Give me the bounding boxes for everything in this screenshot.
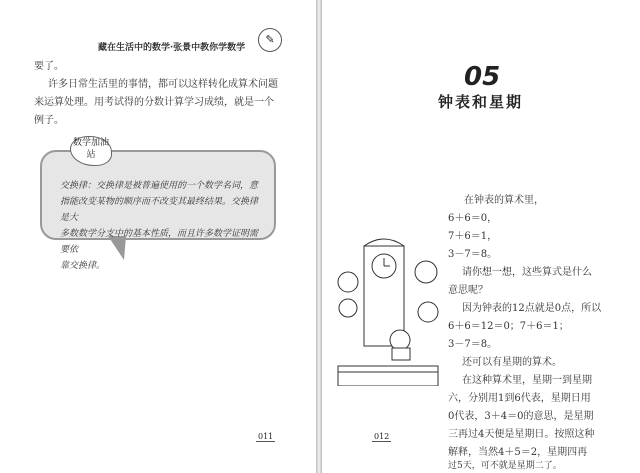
bubble-line: 多数数学分支中的基本性质，而且许多数学证明需要依	[60, 229, 259, 255]
text-line: 例子。	[34, 115, 64, 126]
left-page	[0, 0, 318, 473]
text-line: 7＋6＝1，	[448, 231, 498, 242]
text-line: 在钟表的算术里，	[464, 195, 544, 206]
text-line: 六，分别用1到6代表，星期日用	[448, 393, 591, 404]
text-line: 3－7＝8。	[448, 339, 498, 350]
text-line: 解释，当然4＋5＝2，星期四再	[448, 447, 588, 458]
text-line: 意思呢？	[448, 285, 488, 296]
text-line: 三再过4天便是星期日。按照这种	[448, 429, 595, 440]
bubble-line: 靠交换律。	[60, 261, 106, 271]
text-line: 请你想一想，这些算式是什么	[462, 267, 592, 278]
page-number: 012	[374, 432, 390, 441]
text-line: 过5天，可不就是星期二了。	[448, 461, 562, 471]
text-line: 在这种算术里，星期一到星期	[462, 375, 592, 386]
text-line: 3－7＝8。	[448, 249, 498, 260]
text-line: 许多日常生活里的事情，都可以这样转化成算术问题	[48, 79, 278, 90]
running-header: 藏在生活中的数学·张景中教你学数学	[98, 43, 246, 53]
math-station-badge: 数学加油站	[70, 136, 112, 166]
text-line: 因为钟表的12点就是0点，所以	[462, 303, 602, 314]
text-line: 还可以有星期的算术。	[462, 357, 562, 368]
header-owl-icon: ✎	[258, 28, 282, 52]
bubble-text	[60, 178, 260, 274]
bubble-line: 交换律：交换律是被普遍使用的一个数学名词，意	[60, 181, 259, 191]
clock-man-illustration-icon	[334, 236, 444, 386]
text-line: 来运算处理。用考试得的分数计算学习成绩，就是一个	[34, 97, 274, 108]
chapter-title: 钟表和星期	[438, 93, 524, 111]
chapter-number: 05	[464, 62, 501, 92]
text-line: 6＋6＝0，	[448, 213, 498, 224]
bubble-line: 指能改变某物的顺序而不改变其最终结果。交换律是大	[60, 197, 259, 223]
text-line: 要了。	[34, 61, 64, 72]
text-line: 6＋6＝12＝0；7＋6＝1；	[448, 321, 569, 332]
page-number: 011	[258, 432, 274, 441]
text-line: 0代表，3＋4＝0的意思，是星期	[448, 411, 594, 422]
